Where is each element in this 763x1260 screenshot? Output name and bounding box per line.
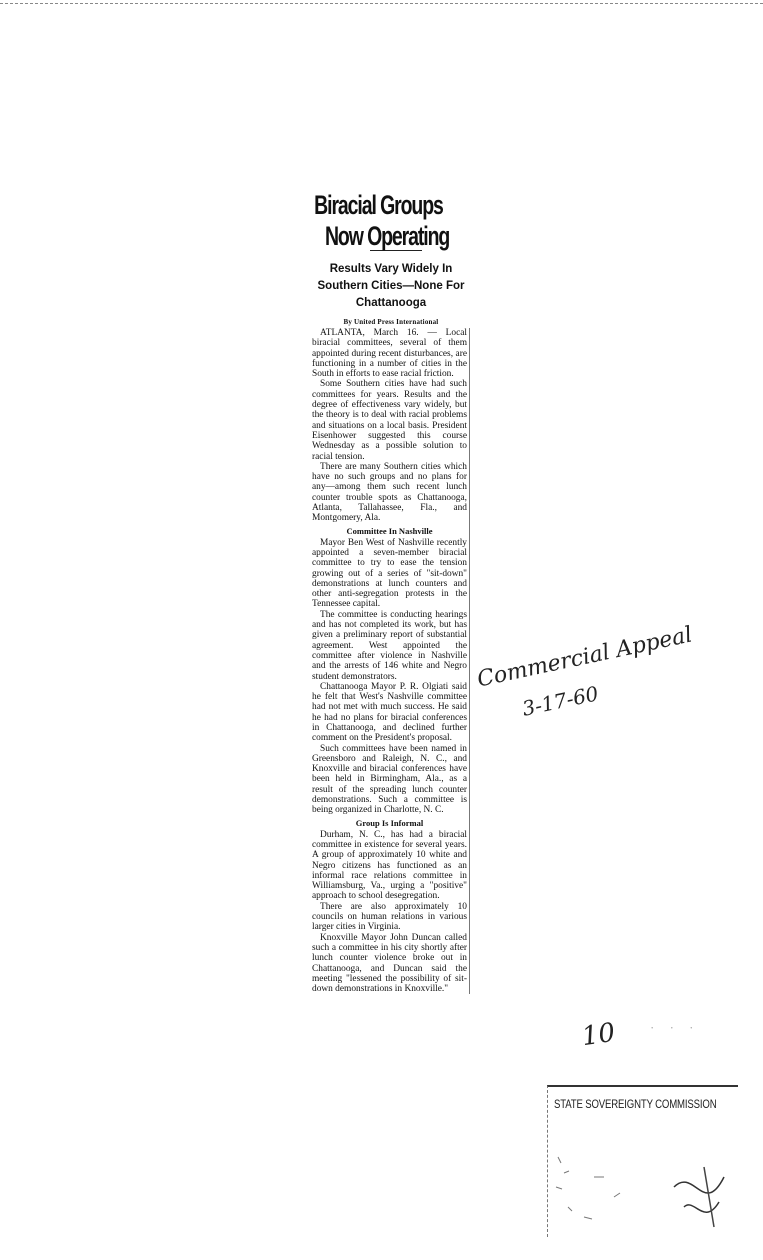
newspaper-clipping [312, 190, 470, 994]
scan-edge-dash [0, 3, 763, 4]
article-paragraph: Knoxville Mayor John Duncan called such a committee in his city shortly after lunch counter violence broke out in Chattanooga, and Duncan said the meeting "lessened the possibility of sit-down demonstrations in Knoxville." [312, 932, 467, 995]
article-paragraph: There are many Southern cities which have no such groups and no plans for any—among them such recent lunch counter trouble spots as Chattanooga, Atlanta, Tallahassee, Fla., and Montgomery, Ala. [312, 461, 467, 524]
article-paragraph: ATLANTA, March 16. — Local biracial committees, several of them appointed during recent disturbances, are functioning in a number of cities in the South in efforts to ease racial friction. [312, 328, 467, 380]
handwritten-page-number: 10 [580, 1017, 618, 1053]
article-paragraph: Chattanooga Mayor P. R. Olgiati said he felt that West's Nashville committee had not met with much success. He said he had no plans for biracial conferences in Chattanooga, and declined further comment on the President's proposal. [312, 681, 467, 744]
article-paragraph: Durham, N. C., has had a biracial committee in existence for several years. A group of approximately 10 white and Negro citizens has functioned as an informal race relations committee in Williamsburg, Va., urging a "positive" approach to school desegregation. [312, 829, 467, 902]
byline: By United Press International [343, 318, 439, 326]
headline-line-1: Biracial Groups [314, 190, 443, 220]
article-paragraph: Such committees have been named in Greensboro and Raleigh, N. C., and Knoxville and biracial conferences have been held in Birmingham, Ala., as a result of the spreading lunch counter demonstrations. Such a committee is being organized in Charlotte, N. C. [312, 743, 467, 816]
article-body [312, 328, 470, 994]
subheadline: Results Vary Widely In Southern Cities—None For Chattanooga [317, 263, 465, 309]
stamp-scribble-icon [554, 1147, 732, 1233]
headline [312, 190, 450, 252]
source-note: Commercial Appeal [475, 622, 695, 693]
faint-marks: · · · [650, 1020, 700, 1035]
section-heading-informal: Group Is Informal [355, 817, 424, 828]
date-note: 3-17-60 [520, 681, 601, 721]
article-paragraph: Mayor Ben West of Nashville recently appointed a seven-member biracial committee to try to ease the tension growing out of a series of "sit-down" demonstrations at lunch counters and other anti-segregation protests in the Tennessee capital. [312, 537, 467, 610]
stamp-title: STATE SOVEREIGNTY COMMISSION [554, 1097, 717, 1111]
section-heading-nashville: Committee In Nashville [346, 525, 433, 536]
article-paragraph: Some Southern cities have had such committees for years. Results and the degree of effectiveness vary widely, but the theory is to deal with racial problems and situations on a local basis. President Eisenhower suggested this course Wednesday as a possible solution to racial tension. [312, 379, 467, 462]
commission-stamp [547, 1085, 738, 1237]
article-paragraph: There are also approximately 10 councils on human relations in various larger cities in Virginia. [312, 901, 467, 933]
handwritten-source-note [475, 622, 702, 728]
headline-line-2: Now Operating [324, 221, 450, 251]
article-paragraph: The committee is conducting hearings and has not completed its work, but has given a preliminary report of substantial agreement. West appointed the committee after violence in Nashville and the arrests of 146 white and Negro student demonstrators. [312, 609, 467, 682]
